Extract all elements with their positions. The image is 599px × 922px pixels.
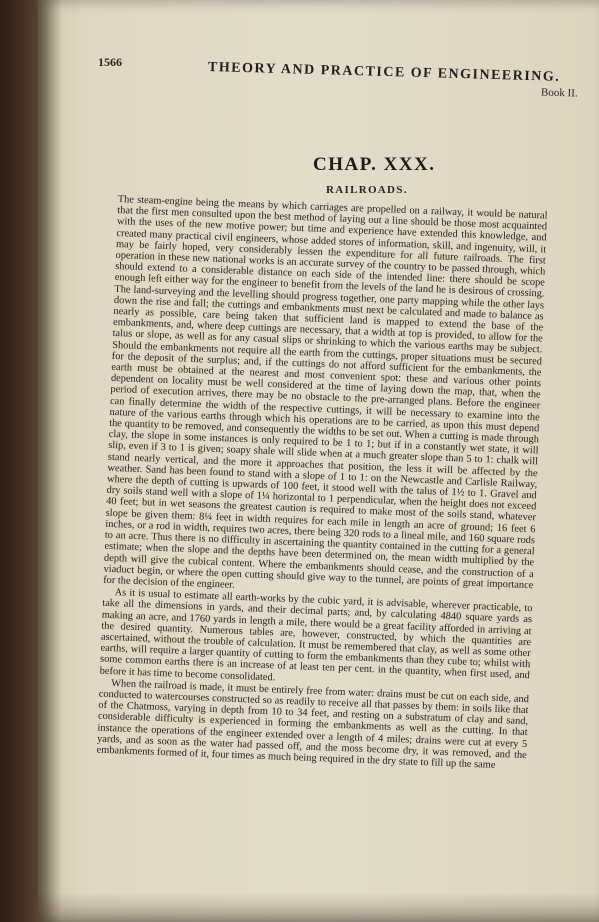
running-head-title: THEORY AND PRACTICE OF ENGINEERING. [207,60,561,85]
body-text [96,194,547,773]
section-title: RAILROADS. [326,184,408,196]
page-number: 1566 [98,55,122,69]
paragraph-2: As it is usual to estimate all earth-works by the cubic yard, it is advisable, wherever practicable, to take all the dimensions in yards, and their decimal parts; and, by calculating 4840 square yards as making an acre, and 1760 yards in length a mile, there would be a great facility afforded in arriving at the desired quantity. Numerous tables are, however, constructed, by which the quantities are ascertained, without the trouble of calculation. It must be remembered that clay, as well as some other earths, will require a larger quantity of cutting to form the embankments than they cube to; whilst with some common earths there is an increase of at least ten per cent. in the quantity, when first used, and before it has time to become consolidated. [99,587,533,683]
chapter-title: CHAP. XXX. [313,154,436,175]
paragraph-1: The steam-engine being the means by which carriages are propelled on a railway, it would be natural that the first men consulted upon the best method of laying out a line should be those most acquainted with the uses of the new motive power; but time and experience have extended this knowledge, and created many practical civil engineers, whose added stores of information, skill, and ingenuity, will, it may be fairly hoped, very considerably lessen the expenditure for all future railroads. The first operation in these new national works is an accurate survey of the country to be passed through, which should extend to a considerable distance on each side of the intended line: there should be scope enough left either way for the engineer to benefit from the levels of the land he is desirous of crossing. The land-surveying and the levelling should progress together, one party mapping while the other lays down the rise and fall; the cuttings and embankments must next be calculated and made to balance as nearly as possible, care being taken that sufficient land is mapped to extend the base of the embankments, and, where deep cuttings are necessary, that a width at top is provided, to allow for the talus or slope, as well as for any casual slips or shrinking to which the various earths may be subject. Should the embankments not require all the earth from the cuttings, proper situations must be secured for the deposit of the surplus; and, if the cuttings do not afford sufficient for the embankments, the earth must be obtained at the nearest and most convenient spot: these and various other points dependent on locality must be well considered at the time of laying down the map, that, when the period of execution arrives, there may be no obstacle to the pre-arranged plans. Before the engineer can finally determine the width of the respective cuttings, it will be necessary to examine into the nature of the various earths through which his operations are to be carried, as upon this must depend the quantity to be removed, and consequently the widths to be set out. When a cutting is made through clay, the slope in some instances is only required to be 1 to 1; but if in a constantly wet state, it will slip, even if 3 to 1 is given; soapy shale will slide when at a much greater slope than 5 to 1: chalk will stand nearly vertical, and the more it approaches that position, the less it will be affected by the weather. Sand has been found to stand with a slope of 1 to 1: on the Newcastle and Carlisle Railway, where the depth of cutting is upwards of 100 feet, it stood well with the talus of 1½ to 1. Gravel and dry soils stand well with a slope of 1¼ horizontal to 1 perpendicular, when the height does not exceed 40 feet; but in wet seasons the greatest caution is required to make most of the soils stand, whatever slope be given them: 8¼ feet in width requires for each mile in length an acre of ground; 16 feet 6 inches, or a rod in width, requires two acres, there being 320 rods to a lineal mile, and 160 square rods to an acre. Thus there is no difficulty in ascertaining the quantity contained in the cutting for a general estimate; when the slope and the depths have been determined on, the mean width multiplied by the depth will give the cubical content. Where the embankments should cease, and the construction of a viaduct begin, or where the open cutting should give way to the tunnel, are points of great importance for the decision of the engineer. [102,194,548,591]
page-gutter-shadow [38,0,62,922]
paragraph-3: When the railroad is made, it must be entirely free from water: drains must be cut on each side, and conducted to watercourses constructed so as readily to receive all that passes by them: in soils like that of the Chatmoss, varying in depth from 10 to 34 feet, and resting on a substratum of clay and sand, considerable difficulty is experienced in forming the embankments as well as the cutting. In that instance the operations of the engineer extended over a length of 4 miles; drains were cut at every 5 yards, and as soon as the water had passed off, and the moss become dry, it was removed, and the embankments formed of it, four times as much being required in the dry state to fill up the same [96,677,530,771]
page-bottom-shadow [38,892,599,922]
running-head-book: Book II. [540,86,578,100]
